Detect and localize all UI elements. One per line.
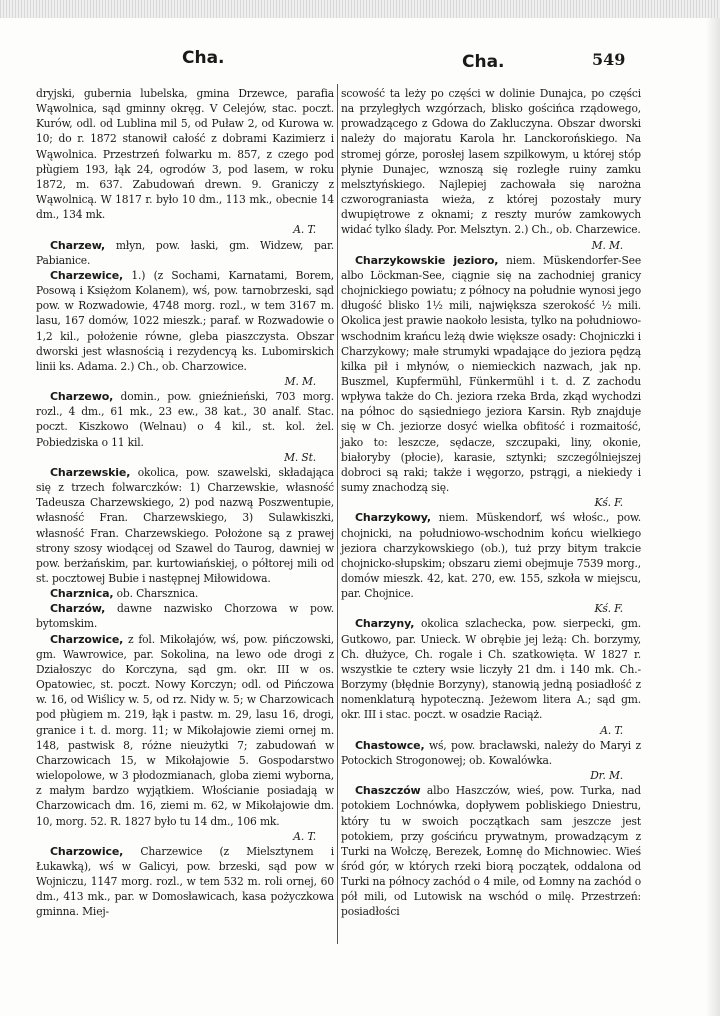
entry-text: scowość ta leży po części w dolinie Dunajca, po części na przyległych wzgórzach, blisko gościńca rządowego, prowadzącego z Gdowa do Zakluczyna. Obszar dworski należy do majoratu Karola hr. Lanckorońskiego. Na stromej górze, porosłej lasem szpilkowym, u której stóp płynie Dunajec, wznoszą się rozległe ruiny zamku melsztyńskiego. Najlepiej zachowała się narożna czworograniasta wieża, z której pozostały mury dwupiętrowe z oknami; z reszty murów zamkowych widać tylko ślady. Por. Melsztyn. 2.) Ch., ob. Charzewice. xyxy=(341,87,641,237)
dictionary-entry xyxy=(36,238,334,268)
right-column xyxy=(341,86,641,920)
entry-text: z fol. Mikołajów, wś, pow. pińczowski, gm. Wawrowice, par. Sokolina, na lewo ode drogi z Działoszyc do Korczyna, sąd gm. okr. III w os. Opatowiec, st. poczt. Nowy Korczyn; odl. od Pińczowa w. 16, od Wiślicy w. 5, od rz. Nidy w. 5; w Charzowicach pod płùgiem m. 219, łąk i pastw. m. 29, lasu 16, drogi, granice i t. d. morg. 11; w Mikołajowie ziemi ornej m. 148, pastwisk 8, różne nieużytki 7; zabudowań w Charzowicach 15, w Mikołajowie 5. Gospodarstwo wielopolowe, w 3 płodozmianach, globa ziemi wyborna, z małym bardzo wyjątkiem. Włościanie posiadają w Charzowicach dm. 16, ziemi m. 62, w Mikołajowie dm. 10, morg. 52. R. 1827 było tu 14 dm., 106 mk. xyxy=(36,632,334,828)
dictionary-entry xyxy=(341,253,641,511)
dictionary-entry xyxy=(341,783,641,919)
entry-text: wś, pow. bracławski, należy do Maryi z Potockich Strogonowej; ob. Kowalówka. xyxy=(341,738,641,767)
entry-headword: Chaszczów xyxy=(355,784,421,798)
entry-signature: A. T. xyxy=(293,223,316,237)
entry-text: dryjski, gubernia lubelska, gmina Drzewce, parafia Wąwolnica, sąd gminny okręg. V Celejów, stac. poczt. Kurów, odl. od Lublina mil 5, od Puław 2, od Kurowa w. 10; do r. 1872 stanowił całość z dobrami Kazimierz i Wąwolnica. Przestrzeń folwarku m. 857, z czego pod płùgiem 193, łąk 24, ogrodów 3, pod lasem, w roku 1872, m. 637. Zabudowań drewn. 9. Graniczy z Wąwolnicą. W 1817 r. było 10 dm., 113 mk., obecnie 14 dm., 134 mk. xyxy=(36,87,334,222)
column-divider xyxy=(337,84,338,944)
dictionary-entry xyxy=(36,586,334,601)
dictionary-entry xyxy=(36,601,334,631)
entry-signature: M. M. xyxy=(591,238,623,252)
entry-text: okolica szlachecka, pow. sierpecki, gm. Gutkowo, par. Unieck. W obrębie jej leżą: Ch. borzymy, Ch. dłużyce, Ch. rogale i Ch. szatkowięta. W 1827 r. wszystkie te cztery wsie liczyły 21 dm. i 140 mk. Ch.-Borzymy (błędnie Borzyny), stanowią jedną posiadłość z nomenklaturą hypoteczną. Jeżewom litera A.; sąd gm. okr. III i stac. poczt. w osadzie Raciąż. xyxy=(341,617,641,722)
entry-headword: Charzewo, xyxy=(50,390,114,404)
entry-signature: A. T. xyxy=(600,723,623,737)
entry-headword: Charzewskie, xyxy=(50,465,131,479)
dictionary-entry xyxy=(36,389,334,465)
entry-text: dawne nazwisko Chorzowa w pow. bytomskim. xyxy=(36,602,334,631)
entry-text: domin., pow. gnieźnieński, 703 morg. rozl., 4 dm., 61 mk., 23 ew., 38 kat., 30 analf. Stac. poczt. Kiszkowo (Welnau) o 4 kil., st. kol. żel. Pobiedziska o 11 kil. xyxy=(36,390,334,449)
entry-headword: Charzowice, xyxy=(50,632,124,646)
scan-top-band xyxy=(0,0,720,18)
entry-text: 1.) (z Sochami, Karnatami, Borem, Posową i Księżom Kolanem), wś, pow. tarnobrzeski, sąd pow. w Rozwadowie, 4748 morg. rozl., w tem 3167 m. lasu, 167 domów, 1022 mieszk.; paraf. w Rozwadowie o 1,2 kil., położenie równe, gleba piaszczysta. Obszar dworski jest własnością i rezydencyą ks. Lubomirskich linii ks. Adama. 2.) Ch., ob. Charzowice. xyxy=(36,268,334,373)
entry-text: albo Haszczów, wieś, pow. Turka, nad potokiem Lochnówka, dopływem pobliskiego Dniestru, który tu w swoich początkach sam jeszcze jest potokiem, przy gościńcu prywatnym, prowadzącym z Turki na Wołczę, Berezek, Łomnę do Michnowiec. Wieś śród gór, w których rzeki biorą początek, oddalona od Turki na północy zachód o 4 mile, od Łomny na zachód o pół mili, od Lutowisk na wschód o milę. Przestrzeń: posiadłości xyxy=(341,784,641,919)
dictionary-entry xyxy=(341,510,641,616)
dictionary-entry xyxy=(36,465,334,586)
entry-headword: Charzykowskie jezioro, xyxy=(355,253,499,267)
entry-signature: Kś. F. xyxy=(594,602,623,616)
page-header xyxy=(0,44,720,74)
entry-headword: Charzów, xyxy=(50,602,106,616)
dictionary-entry xyxy=(36,86,334,238)
entry-headword: Charzyny, xyxy=(355,617,415,631)
entry-headword: Charzewice, xyxy=(50,268,124,282)
page-number: 549 xyxy=(592,50,626,69)
entry-signature: Dr. M. xyxy=(590,769,623,783)
dictionary-entry xyxy=(36,268,334,389)
scan-page-edge xyxy=(706,18,720,1016)
entry-text: młyn, pow. łaski, gm. Widzew, par. Pabianice. xyxy=(36,238,334,267)
dictionary-entry xyxy=(341,738,641,783)
entry-signature: Kś. F. xyxy=(594,496,623,510)
entry-signature: M. St. xyxy=(284,450,316,464)
entry-text: Charzewice (z Mielsztynem i Łukawką), wś w Galicyi, pow. brzeski, sąd pow w Wojniczu, 1147 morg. rozl., w tem 532 m. roli ornej, 60 dm., 413 mk., par. w Domosławicach, kasa pożyczkowa gminna. Miej- xyxy=(36,844,334,919)
entry-text: ob. Charsznica. xyxy=(113,587,199,601)
entry-text: okolica, pow. szawelski, składająca się z trzech folwarczków: 1) Charzewskie, własność Tadeusza Charzewskiego, 2) pod nazwą Poszwentupie, własność Fran. Charzewskiego, 3) Sulawkiszki, własność Fran. Charzewskiego. Położone są z prawej strony szosy wiodącej od Szawel do Taurog, dawniej w pow. berżańskim, par. kurtowiańskiej, o półtorej mili od st. pocztowej Bubie i następnej Miłowidowa. xyxy=(36,465,334,585)
dictionary-entry xyxy=(36,844,334,920)
entry-headword: Charznica, xyxy=(50,587,114,601)
entry-headword: Charzowice, xyxy=(50,844,124,858)
dictionary-entry xyxy=(341,86,641,253)
entry-text: niem. Müskendorf, wś włośc., pow. chojnicki, na południowo-wschodnim końcu wielkiego jeziora charzykowskiego (ob.), tuż przy bitym trakcie chojnicko-słupskim; obszaru ziemi obejmuje 7539 morg., domów mieszk. 42, kat. 270, ew. 155, szkoła w miejscu, par. Chojnice. xyxy=(341,511,641,601)
dictionary-entry xyxy=(36,632,334,844)
entry-text: niem. Müskendorfer-See albo Löckman-See, ciągnie się na zachodniej granicy chojnickiego powiatu; z północy na południe wynosi jego długość blisko 1½ mili, największa szerokość ½ mili. Okolica jest prawie naokoło lesista, tylko na południowo-wschodnim krańcu leżą dwie większe osady: Chojniczki i Charzykowy; małe strumyki wpadające do jeziora pędzą kilka pił i młynów, o niemieckich nazwach, jak np. Buszmel, Kupfermühl, Fünkermühl i t. d. Z zachodu wpływa także do Ch. jeziora rzeka Brda, zkąd wychodzi na północ do sąsiedniego jeziora Karsin. Ryb znajduje się w Ch. jeziorze dosyć wielka obfitość i rozmaitość, jako to: leszcze, sędacze, szczupaki, liny, okonie, białoryby (płocie), karasie, sztynki; szczególniejszej dobroci są raki; także i węgorzo, pstrągi, a niekiedy i sumy znachodzą się. xyxy=(341,253,642,495)
left-column xyxy=(36,86,334,920)
entry-signature: M. M. xyxy=(284,374,316,388)
dictionary-entry xyxy=(341,616,641,737)
entry-headword: Charzew, xyxy=(50,238,106,252)
running-head-left: Cha. xyxy=(182,48,225,68)
entry-headword: Chastowce, xyxy=(355,738,425,752)
entry-signature: A. T. xyxy=(293,829,316,843)
entry-headword: Charzykowy, xyxy=(355,511,431,525)
running-head-right: Cha. xyxy=(462,52,505,72)
